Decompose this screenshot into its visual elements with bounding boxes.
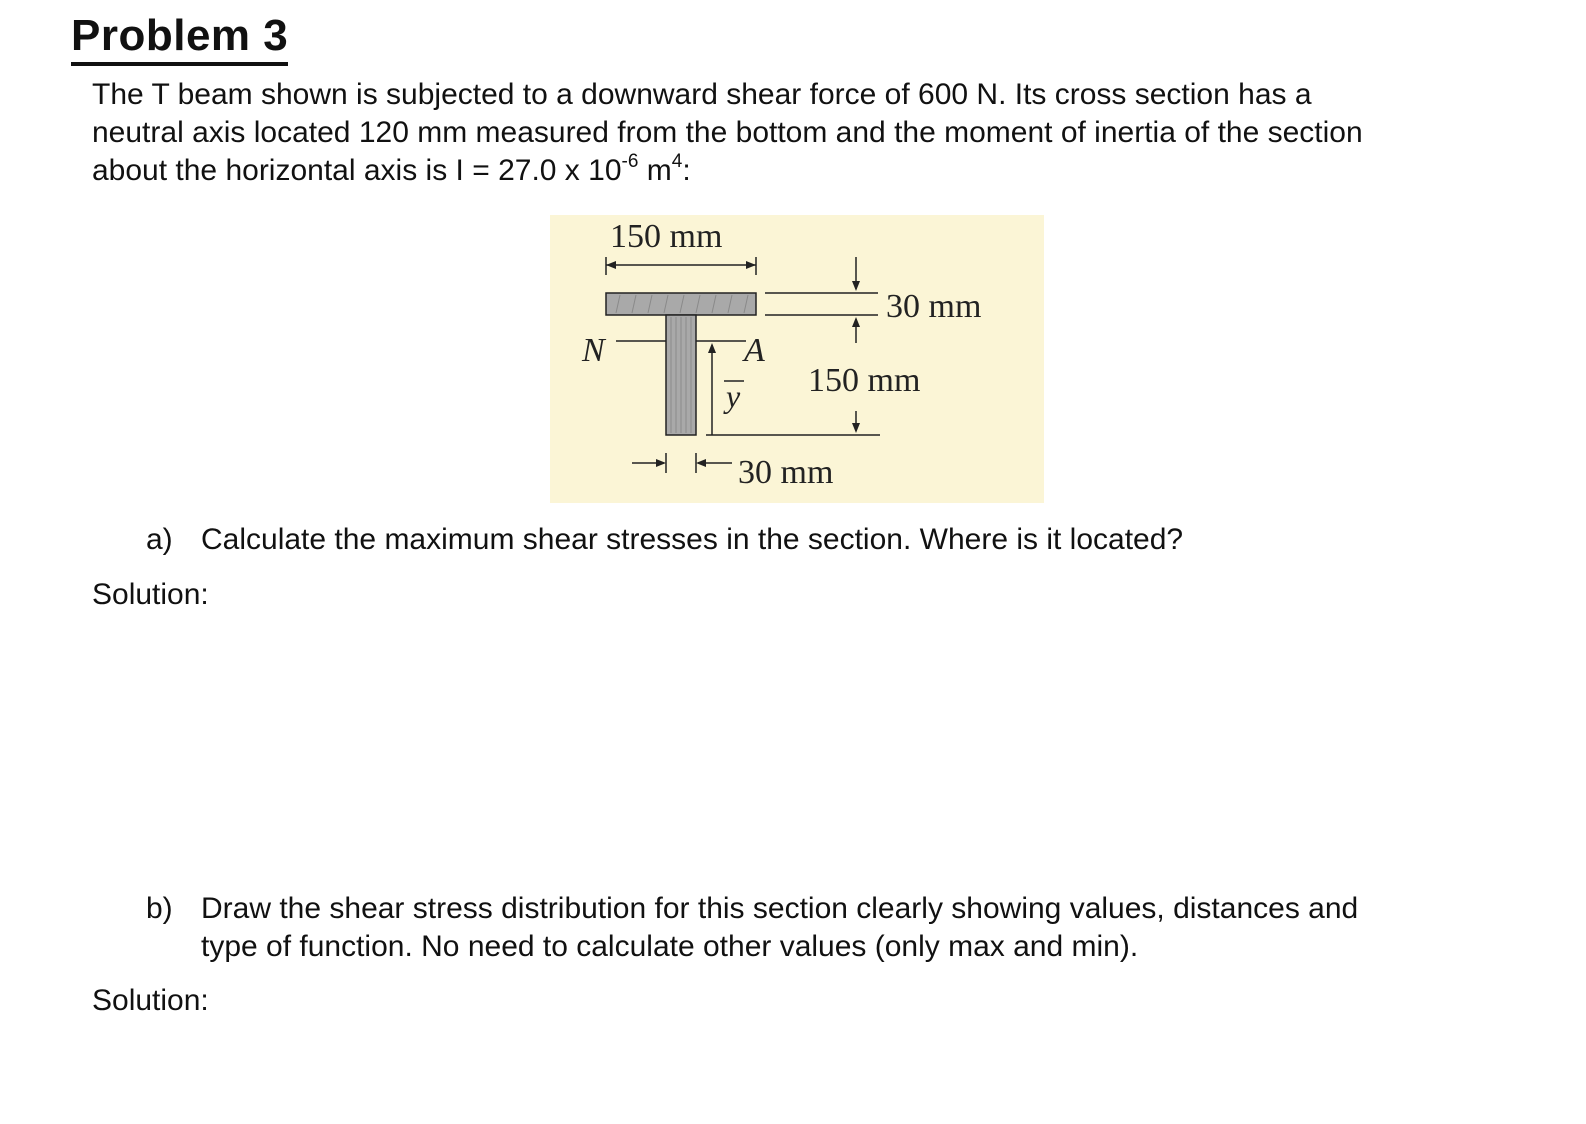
- question-a-text: Calculate the maximum shear stresses in the section. Where is it located?: [201, 523, 1184, 556]
- question-a: [146, 521, 1446, 561]
- question-a-label: a): [146, 523, 173, 556]
- statement-colon: :: [682, 154, 691, 187]
- dim-arrow-right: [746, 261, 756, 269]
- statement-line-1: The T beam shown is subjected to a downward shear force of 600 N. Its cross section has a: [92, 78, 1312, 111]
- question-b-line-2: type of function. No need to calculate other values (only max and min).: [201, 930, 1139, 963]
- flange-width-label: 150 mm: [610, 218, 723, 255]
- web-thickness-arrow-right: [696, 459, 706, 467]
- flange-width-dimension: [606, 257, 756, 275]
- thickness-arrow-down: [852, 281, 860, 291]
- statement-line-3: [92, 152, 1532, 190]
- exponent-neg6: -6: [621, 151, 639, 172]
- problem-title: Problem 3: [71, 10, 288, 66]
- web-height-label: 150 mm: [808, 362, 921, 399]
- statement-line-3-prefix: about the horizontal axis is I = 27.0 x 10: [92, 154, 622, 187]
- neutral-axis-label-a: A: [744, 332, 765, 369]
- problem-statement: [92, 76, 1532, 190]
- flange-thickness-label: 30 mm: [886, 288, 982, 325]
- exponent-4: 4: [671, 151, 683, 172]
- solution-a-label: Solution:: [92, 578, 209, 611]
- web-thickness-label: 30 mm: [738, 454, 834, 491]
- dim-arrow-left: [606, 261, 616, 269]
- t-beam-figure: [550, 215, 1044, 503]
- centroid-arrow-up: [708, 343, 716, 353]
- flange-rect: [606, 293, 756, 315]
- question-b: [146, 890, 1486, 970]
- web-height-arrow-down: [852, 423, 860, 433]
- web-thickness-arrow-left: [656, 459, 666, 467]
- flange-thickness-dimension: [765, 257, 878, 343]
- question-b-line-1: Draw the shear stress distribution for this section clearly showing values, distances and: [201, 892, 1359, 925]
- thickness-arrow-up: [852, 317, 860, 327]
- statement-line-2: neutral axis located 120 mm measured from the bottom and the moment of inertia of the section: [92, 116, 1363, 149]
- statement-unit: m: [638, 154, 672, 187]
- t-beam-drawing: [550, 215, 1044, 503]
- neutral-axis-label-n: N: [582, 332, 605, 369]
- web-thickness-dimension: [632, 453, 732, 473]
- solution-b-label: Solution:: [92, 984, 209, 1017]
- question-b-label: b): [146, 892, 173, 925]
- centroid-label: y: [726, 378, 741, 414]
- question-b-text: [201, 890, 1358, 966]
